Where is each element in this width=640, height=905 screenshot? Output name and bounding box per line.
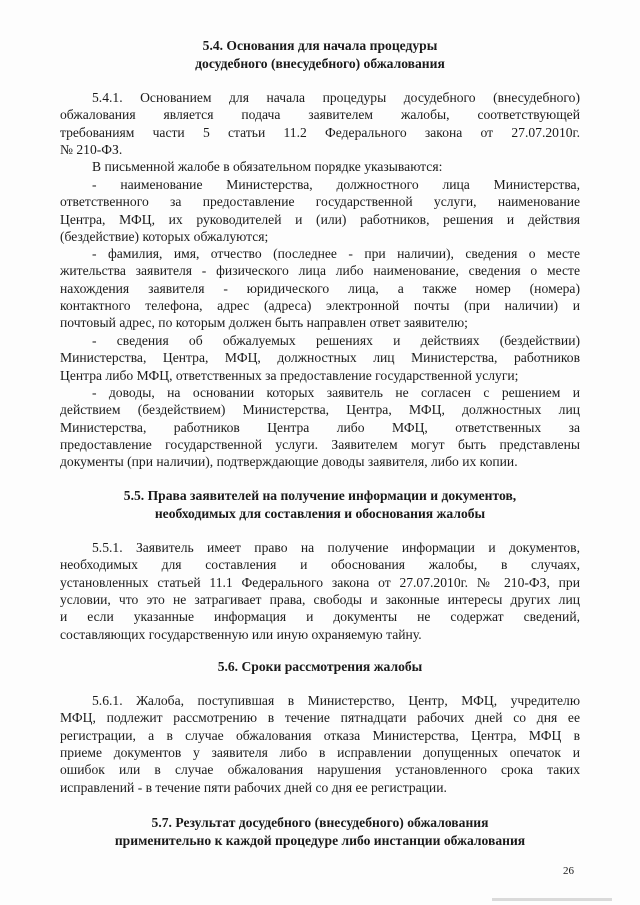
text-line: установленных статьей 11.1 Федерального закона от 27.07.2010г. № 210-ФЗ, при <box>60 574 580 590</box>
heading-line: применительно к каждой процедуре либо инстанции обжалования <box>114 833 526 848</box>
text-line: 5.6.1. Жалоба, поступившая в Министерство, Центр, МФЦ, учредителю <box>92 693 580 708</box>
text-line: нахождения заявителя - юридического лица, а также номер (номера) <box>60 280 580 296</box>
paragraph-5-5-1 <box>60 539 580 643</box>
text-line: - наименование Министерства, должностного лица Министерства, <box>92 177 580 192</box>
text-line: документы (при наличии), подтверждающие доводы заявителя, либо их копии. <box>60 454 518 470</box>
text-line: - фамилия, имя, отчество (последнее - при наличии), сведения о месте <box>92 246 580 261</box>
heading-line: досудебного (внесудебного) обжалования <box>195 56 445 71</box>
text-line: 5.5.1. Заявитель имеет право на получение информации и документов, <box>92 540 580 555</box>
paragraph-item-decisions <box>60 332 580 384</box>
heading-line: 5.4. Основания для начала процедуры <box>202 38 438 53</box>
text-line: Центра, МФЦ, их руководителей и (или) работников, решения и действия <box>60 211 580 227</box>
text-line: исправлений - в течение пяти рабочих дней со дня ее регистрации. <box>60 779 447 795</box>
text-line: В письменной жалобе в обязательном порядке указываются: <box>92 159 443 174</box>
heading-line: 5.6. Сроки рассмотрения жалобы <box>217 659 423 674</box>
scan-artifact <box>492 898 612 901</box>
text-line: 5.4.1. Основанием для начала процедуры досудебного (внесудебного) <box>92 90 580 105</box>
paragraph-5-6-1 <box>60 692 580 796</box>
text-line: - доводы, на основании которых заявитель не согласен с решением и <box>92 385 580 400</box>
paragraph-item-applicant <box>60 245 580 332</box>
heading-line: 5.7. Результат досудебного (внесудебного) обжалования <box>151 815 489 830</box>
heading-line: 5.5. Права заявителей на получение информации и документов, <box>123 488 517 503</box>
text-line: № 210-ФЗ. <box>60 142 123 158</box>
text-line: приеме документов у заявителя либо в исправлении допущенных опечаток и <box>60 745 580 761</box>
text-line: Министерства, работников Центра либо МФЦ, ответственных за <box>60 419 580 435</box>
text-line: МФЦ, подлежит рассмотрению в течение пятнадцати рабочих дней со дня ее <box>60 710 580 726</box>
text-line: Министерства, Центра, МФЦ, должностных лиц Министерства, работников <box>60 350 580 366</box>
section-5-5-heading <box>60 487 580 523</box>
paragraph-item-ministry <box>60 176 580 245</box>
text-line: жительства заявителя - физического лица либо наименование, сведения о месте <box>60 263 580 279</box>
text-line: предоставление государственной услуги. Заявителем могут быть представлены <box>60 437 580 453</box>
text-line: действием (бездействием) Министерства, Центра, МФЦ, должностных лиц <box>60 402 580 418</box>
section-5-4-heading <box>60 37 580 73</box>
text-line: ответственного за предоставление государственной услуги, наименование <box>60 194 580 210</box>
page-number: 26 <box>563 865 574 877</box>
text-line: требованиям части 5 статьи 11.2 Федерального закона от 27.07.2010г. <box>60 124 580 140</box>
text-line: составляющих государственную или иную охраняемую тайну. <box>60 626 422 642</box>
text-line: обжалования является подача заявителем жалобы, соответствующей <box>60 107 580 123</box>
text-line: - сведения об обжалуемых решениях и действиях (бездействии) <box>92 333 580 348</box>
paragraph-5-4-1 <box>60 89 580 158</box>
paragraph-complaint-requirements <box>60 158 580 175</box>
section-5-7-heading <box>60 814 580 850</box>
text-line: почтовый адрес, по которым должен быть направлен ответ заявителю; <box>60 315 468 331</box>
text-line: и если указанные информация и документы не содержат сведений, <box>60 609 580 625</box>
heading-line: необходимых для составления и обоснования жалобы <box>154 506 486 521</box>
text-line: контактного телефона, адрес (адреса) электронной почты (при наличии) и <box>60 298 580 314</box>
text-line: условии, что это не затрагивает права, свободы и законные интересы других лиц <box>60 592 580 608</box>
text-line: регистрации, а в случае обжалования отказа Министерства, Центра, МФЦ в <box>60 727 580 743</box>
text-line: ошибок или в случае обжалования нарушения установленного срока таких <box>60 762 580 778</box>
section-5-6-heading <box>60 658 580 676</box>
paragraph-item-arguments <box>60 384 580 471</box>
text-line: необходимых для составления и обоснования жалобы, в случаях, <box>60 557 580 573</box>
text-line: Центра либо МФЦ, ответственных за предоставление государственной услуги; <box>60 367 519 383</box>
text-line: (бездействие) которых обжалуются; <box>60 229 269 245</box>
